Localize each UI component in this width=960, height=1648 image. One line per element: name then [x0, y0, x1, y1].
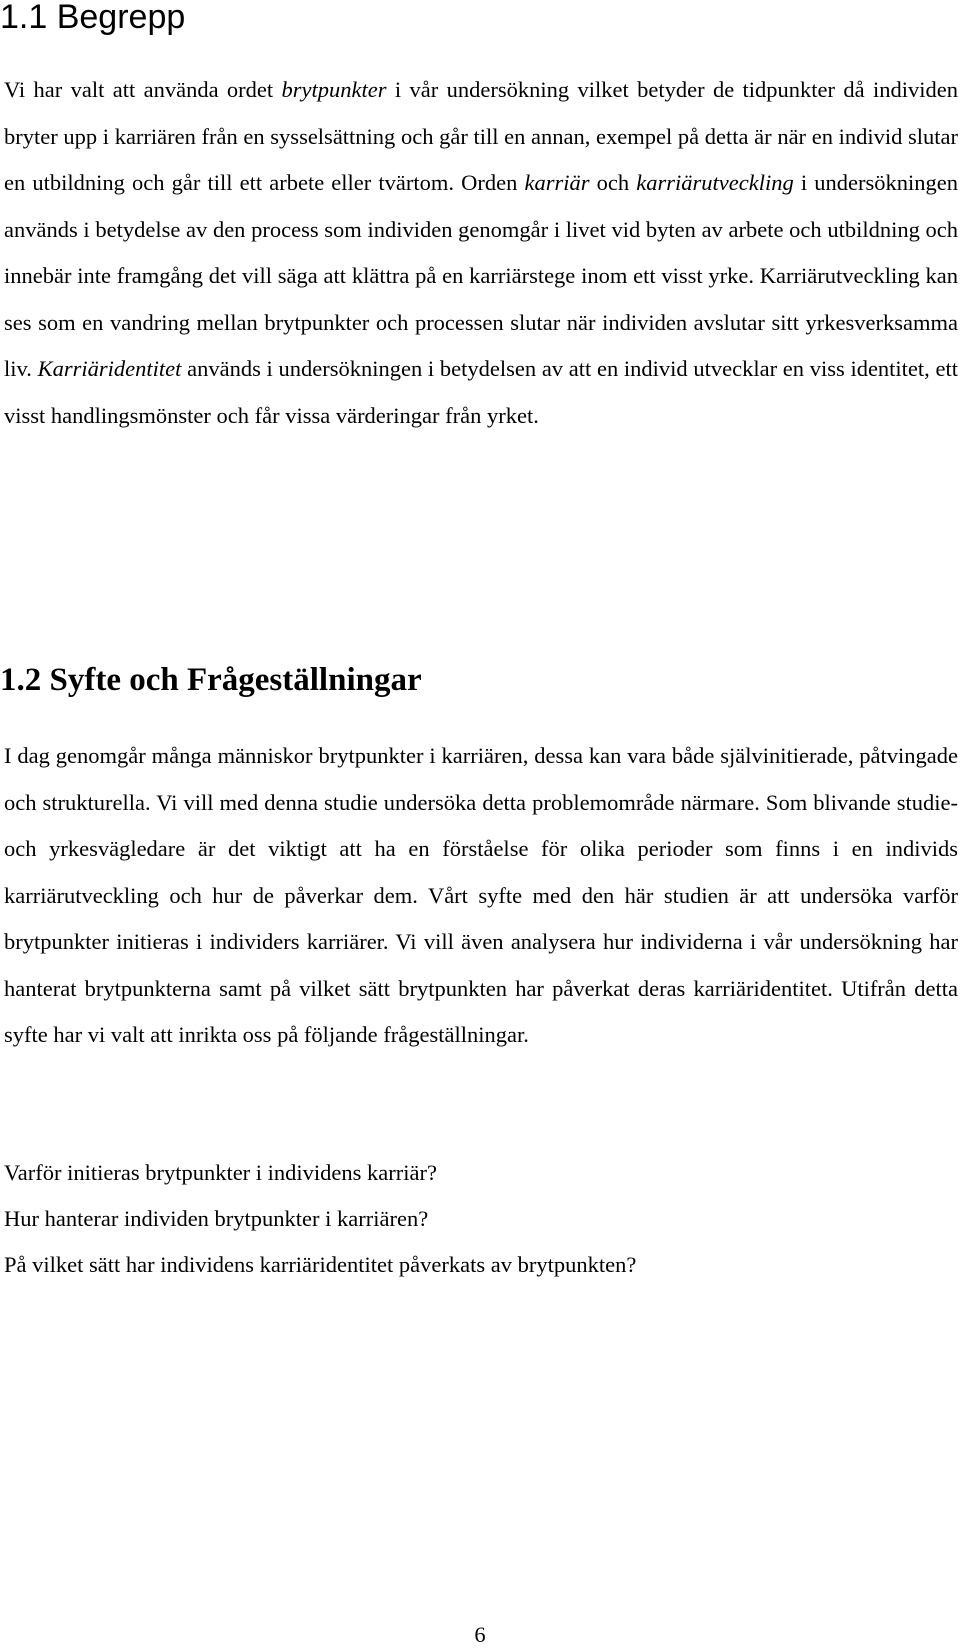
text-run: används i undersökningen i betydelsen av att en individ utvecklar en viss identitet, ett visst handlingsmönster och får vissa värderingar från yrket.: [4, 356, 958, 428]
research-question-2: Hur hanterar individen brytpunkter i karriären?: [4, 1206, 429, 1231]
research-question-3: På vilket sätt har individens karriäridentitet påverkats av brytpunkten?: [4, 1252, 637, 1277]
page-number: 6: [474, 1622, 486, 1647]
term-karriarutveckling: karriärutveckling: [636, 170, 794, 195]
syfte-paragraph: I dag genomgår många människor brytpunkter i karriären, dessa kan vara både självinitierade, påtvingade och strukturella. Vi vill med denna studie undersöka detta problemområde närmare. Som blivande studie- och yrkesvägledare är det viktigt att ha en förståelse för olika perioder som finns i en individs karriärutveckling och hur de påverkar dem. Vårt syfte med den här studien är att undersöka varför brytpunkter initieras i individers karriärer. Vi vill även analysera hur individerna i vår undersökning har hanterat brytpunkterna samt på vilket sätt brytpunkten har påverkat deras karriäridentitet. Utifrån detta syfte har vi valt att inrikta oss på följande frågeställningar.: [4, 743, 958, 1047]
research-question-1: Varför initieras brytpunkter i individens karriär?: [4, 1160, 437, 1185]
section-heading-begrepp: 1.1 Begrepp: [0, 0, 186, 36]
term-karriaridentitet: Karriäridentitet: [37, 356, 182, 381]
text-run: och: [589, 170, 637, 195]
term-brytpunkter: brytpunkter: [281, 77, 387, 102]
text-run: i vår undersökning vilket betyder de tidpunkter då individen bryter upp i karriären från en sysselsättning och går till en annan, exempel på detta är när en individ slutar en utbildning och går till ett arbete eller tvärtom. Orden: [4, 77, 959, 195]
begrepp-paragraph: [4, 67, 958, 439]
section-heading-syfte: 1.2 Syfte och Frågeställningar: [0, 662, 422, 698]
text-run: Vi har valt att använda ordet: [4, 77, 282, 102]
term-karriar: karriär: [524, 170, 590, 195]
text-run: i undersökningen används i betydelse av den process som individen genomgår i livet vid byten av arbete och utbildning och innebär inte framgång det vill säga att klättra på en karriärstege inom ett visst yrke. Karriärutveckling kan ses som en vandring mellan brytpunkter och processen slutar när individen avslutar sitt yrkesverksamma liv.: [4, 170, 958, 381]
